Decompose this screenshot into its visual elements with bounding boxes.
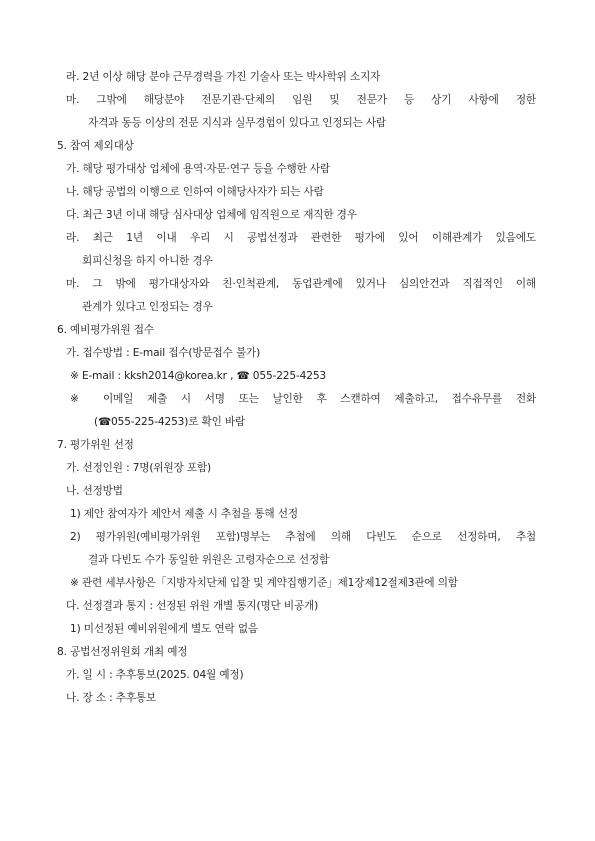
section-6-heading: 6. 예비평가위원 접수	[57, 324, 154, 336]
exclusion-ga: 가. 해당 평가대상 업체에 용역·자문·연구 등을 수행한 사람	[66, 163, 331, 175]
submission-note: ※ 이메일 제출 시 서명 또는 날인한 후 스캔하여 제출하고, 접수유무를 전화	[70, 393, 536, 405]
item-ma-qualification-cont: 자격과 동등 이상의 전문 지식과 실무경험이 있다고 인정되는 사람	[88, 117, 386, 129]
exclusion-na: 나. 해당 공법의 이행으로 인하여 이해당사자가 되는 사람	[66, 186, 324, 198]
exclusion-ma: 마. 그 밖에 평가대상자와 친·인척관계, 동업관계에 있거나 심의안건과 직접적인 이해	[66, 278, 536, 290]
selection-count: 가. 선정인원 : 7명(위원장 포함)	[66, 462, 211, 474]
section-7-heading: 7. 평가위원 선정	[57, 439, 134, 451]
selection-method-2: 2) 평가위원(예비평가위원 포함)명부는 추첨에 의해 다빈도 순으로 선정하며, 추첨	[70, 531, 536, 543]
exclusion-da: 다. 최근 3년 이내 해당 심사대상 업체에 임직원으로 재직한 경우	[66, 209, 357, 221]
related-rules-note: ※ 관련 세부사항은「지방자치단체 입찰 및 계약집행기준」제1장제12절제3관에 의함	[70, 577, 458, 589]
selection-method-2-cont: 결과 다빈도 수가 동일한 위원은 고령자순으로 선정함	[88, 554, 330, 566]
submission-note-cont: (☎055-225-4253)로 확인 바람	[94, 416, 246, 428]
item-ra-qualification: 라. 2년 이상 해당 분야 근무경력을 가진 기술사 또는 박사학위 소지자	[66, 71, 381, 83]
selection-result-notice: 다. 선정결과 통지 : 선정된 위원 개별 통지(명단 비공개)	[66, 600, 319, 612]
section-8-heading: 8. 공법선정위원회 개최 예정	[57, 646, 188, 658]
exclusion-ra-cont: 회피신청을 하지 아니한 경우	[82, 255, 213, 267]
exclusion-ma-cont: 관계가 있다고 인정되는 경우	[82, 301, 213, 313]
meeting-date: 가. 일 시 : 추후통보(2025. 04월 예정)	[66, 669, 244, 681]
selection-method-1: 1) 제안 참여자가 제안서 제출 시 추첨을 통해 선정	[70, 508, 298, 520]
exclusion-ra: 라. 최근 1년 이내 우리 시 공법선정과 관련한 평가에 있어 이해관계가 있음에도	[66, 232, 536, 244]
reception-method: 가. 접수방법 : E-mail 접수(방문접수 불가)	[66, 347, 261, 359]
selection-method-heading: 나. 선정방법	[66, 485, 123, 497]
item-ma-qualification: 마. 그밖에 해당분야 전문기관·단체의 임원 및 전문가 등 상기 사항에 정한	[66, 94, 536, 106]
non-selected-note: 1) 미선정된 예비위원에게 별도 연락 없음	[70, 623, 258, 635]
contact-email-phone: ※ E-mail : kksh2014@korea.kr , ☎ 055-225-4253	[70, 370, 327, 382]
meeting-place: 나. 장 소 : 추후통보	[66, 692, 157, 704]
section-5-heading: 5. 참여 제외대상	[57, 140, 134, 152]
